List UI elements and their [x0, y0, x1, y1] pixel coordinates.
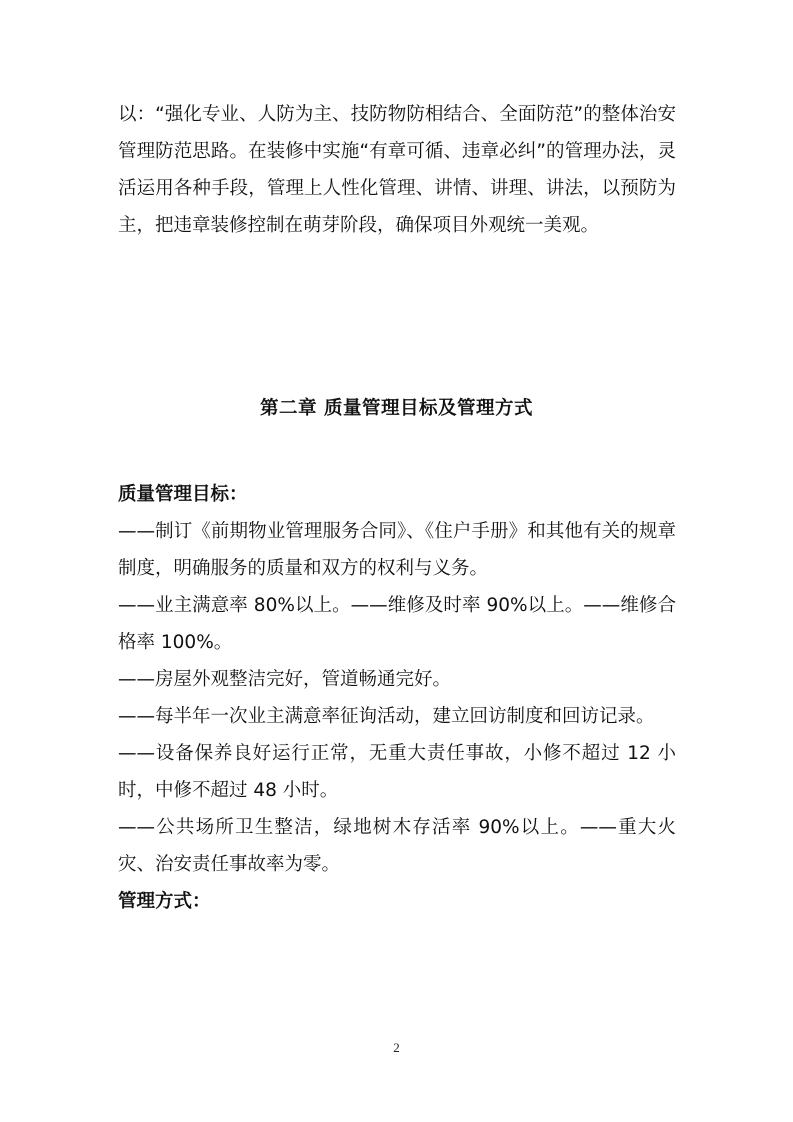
quality-section [118, 476, 676, 920]
intro-paragraph: 以：“强化专业、人防为主、技防物防相结合、全面防范”的整体治安管理防范思路。在装修中实施“有章可循、违章必纠”的管理办法，灵活运用各种手段，管理上人性化管理、讲情、讲理、讲法，以预防为主，把违章装修控制在萌芽阶段，确保项目外观统一美观。 [118, 104, 676, 236]
quality-heading: 质量管理目标： [118, 484, 248, 505]
quality-item: ——业主满意率 80%以上。——维修及时率 90%以上。——维修合格率 100%。 [118, 595, 676, 653]
quality-item: ——公共场所卫生整洁，绿地树木存活率 90%以上。——重大火灾、治安责任事故率为零。 [118, 817, 676, 875]
quality-item: ——制订《前期物业管理服务合同》、《住户手册》和其他有关的规章制度，明确服务的质量和双方的权利与义务。 [118, 521, 676, 579]
quality-item: ——设备保养良好运行正常，无重大责任事故，小修不超过 12 小时，中修不超过 48 小时。 [118, 743, 676, 801]
quality-item: ——每半年一次业主满意率征询活动，建立回访制度和回访记录。 [118, 706, 655, 727]
chapter-title: 第二章 质量管理目标及管理方式 [260, 398, 533, 419]
quality-item: ——房屋外观整洁完好，管道畅通完好。 [118, 669, 452, 690]
intro-block [118, 96, 676, 244]
page-number: 2 [393, 1040, 400, 1055]
method-heading: 管理方式： [118, 891, 211, 912]
